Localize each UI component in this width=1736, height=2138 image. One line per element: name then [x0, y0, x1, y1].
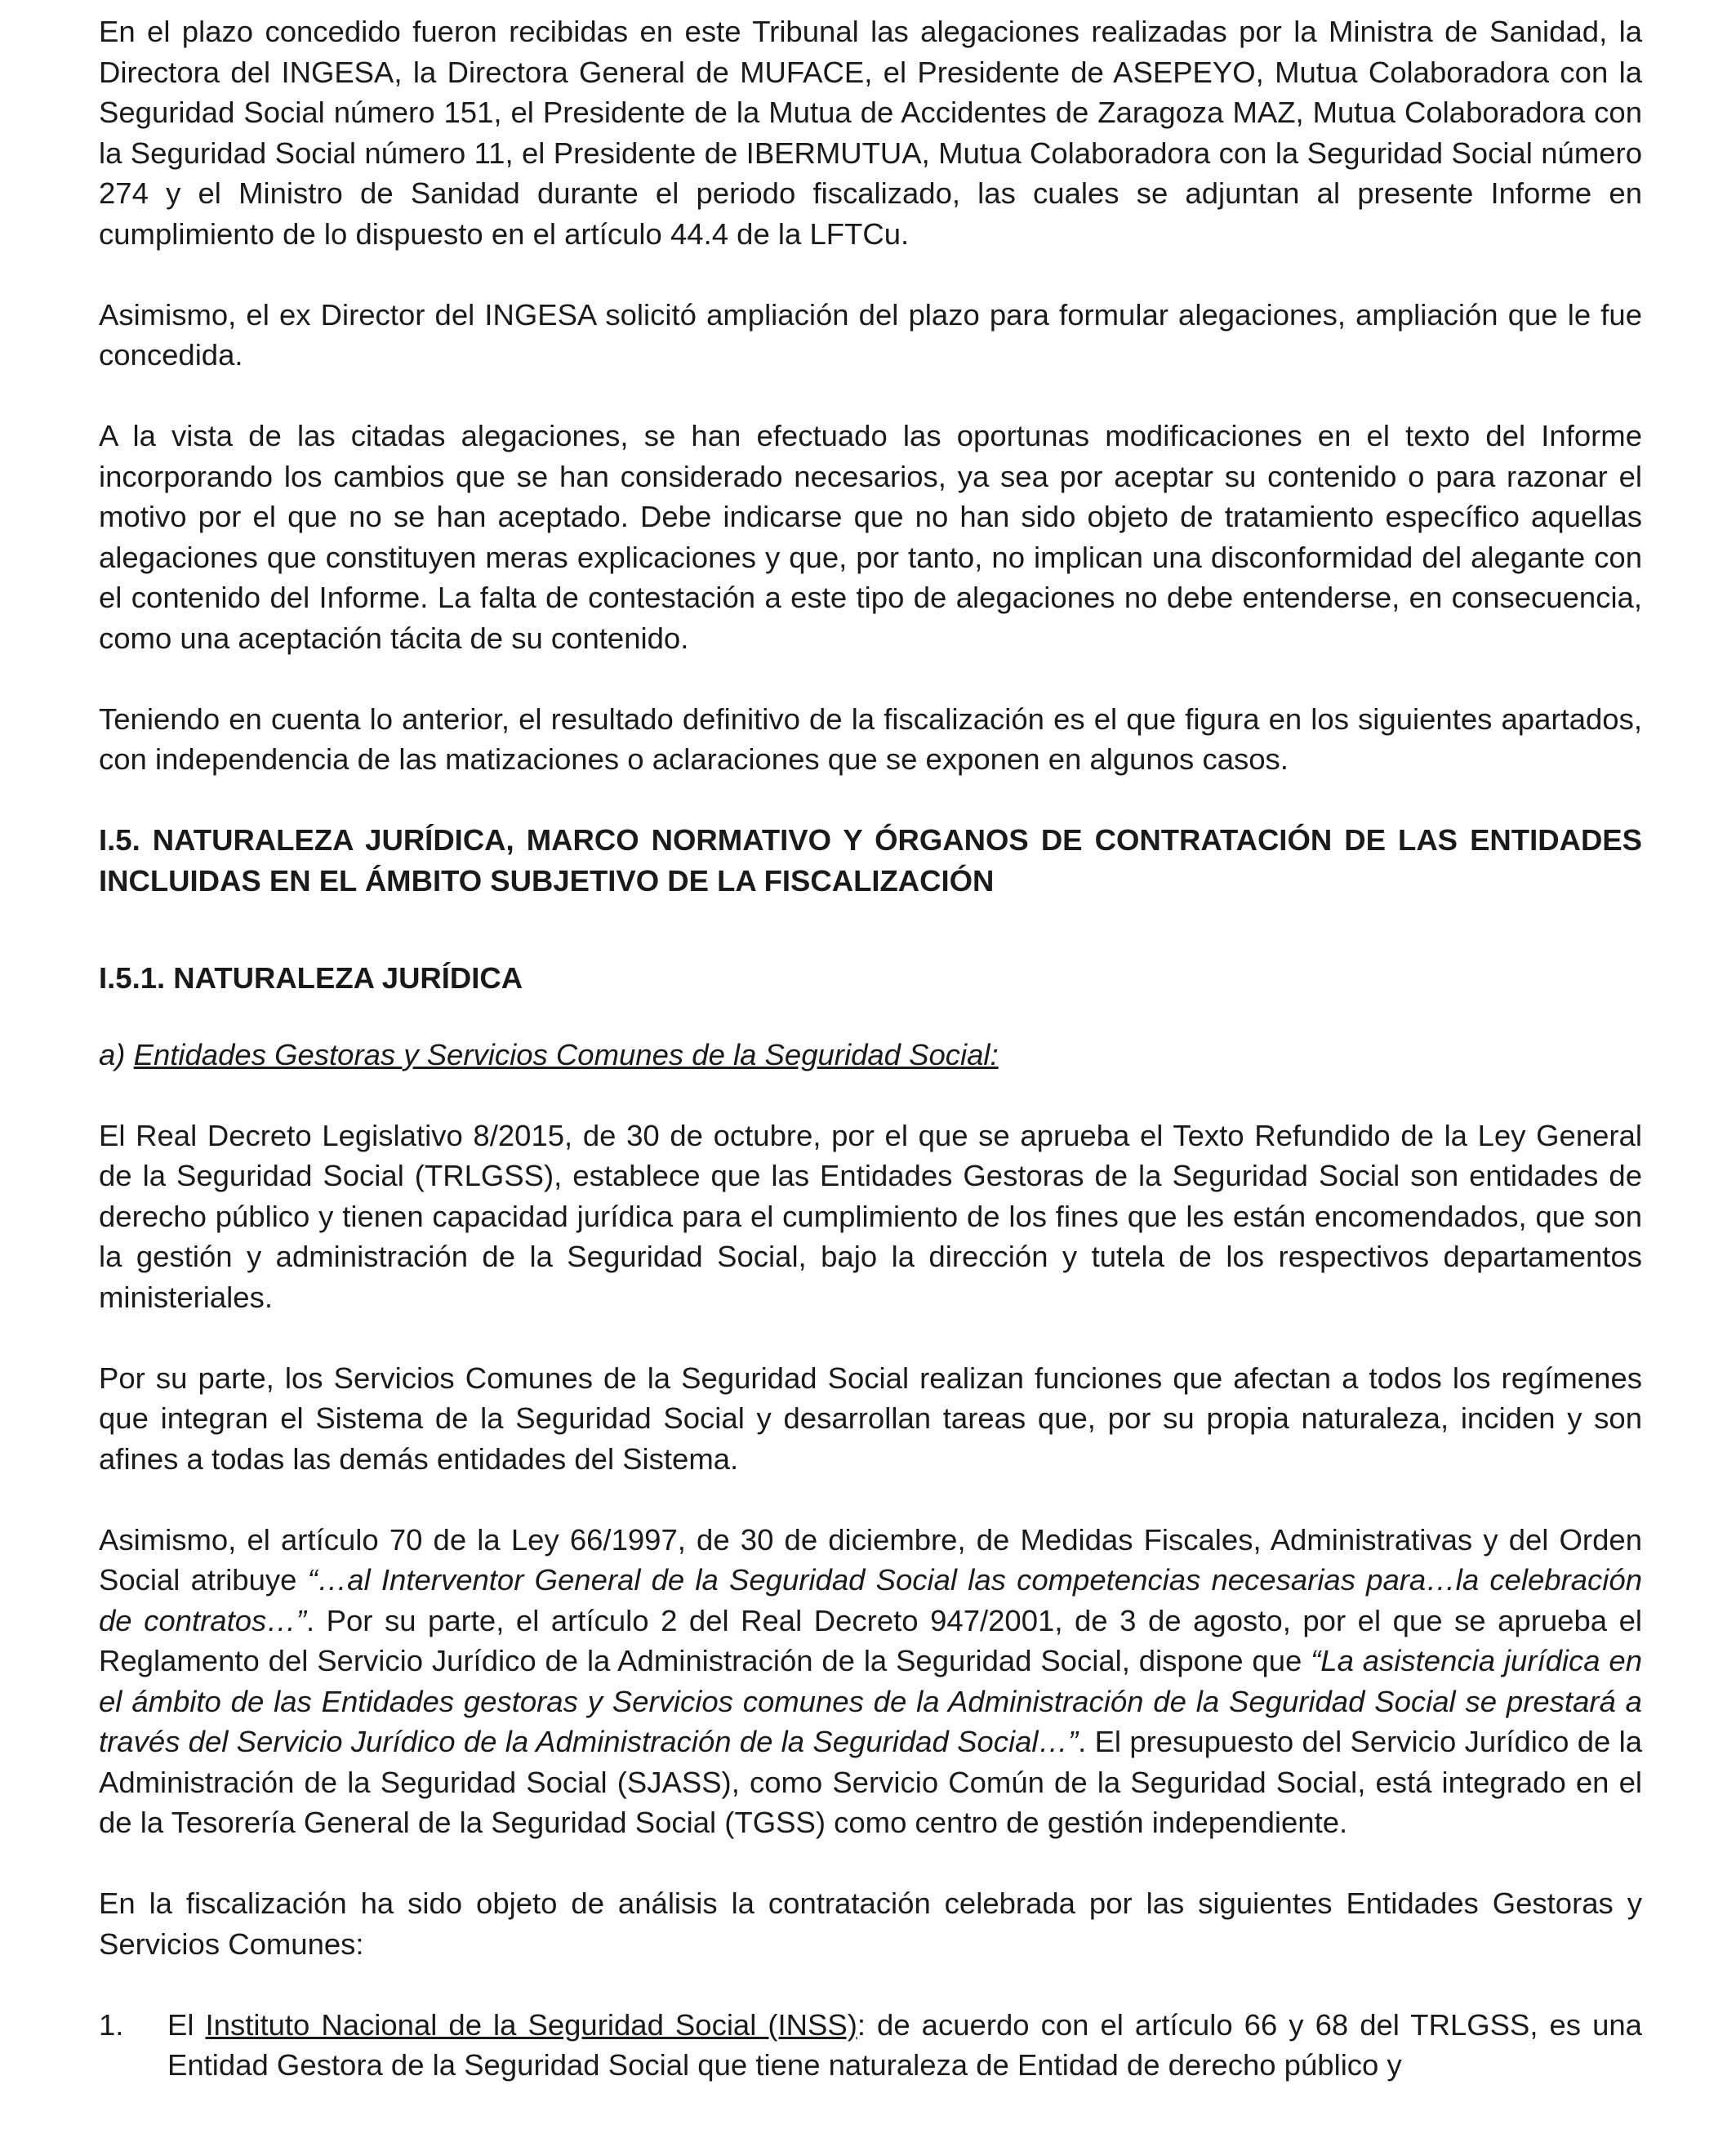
- quote-asistencia-juridica: “La asistencia jurídica en el ámbito de las Entidades gestoras y Servicios comunes de la Administración de la Seguridad Social se prestará a través del Servicio Jurídico de la Administración de la Seguridad Social…”: [99, 1644, 1642, 1758]
- quote-interventor-general: “…al Interventor General de la Seguridad Social las competencias necesarias para…la celebración de contratos…”: [99, 1563, 1642, 1637]
- paragraph-alegaciones: En el plazo concedido fueron recibidas en este Tribunal las alegaciones realizadas por la Ministra de Sanidad, la Directora del INGESA, la Directora General de MUFACE, el Presidente de ASEPEYO, Mutua Colaboradora con la Seguridad Social número 151, el Presidente de la Mutua de Accidentes de Zaragoza MAZ, Mutua Colaboradora con la Seguridad Social número 11, el Presidente de IBERMUTUA, Mutua Colaboradora con la Seguridad Social número 274 y el Ministro de Sanidad durante el periodo fiscalizado, las cuales se adjuntan al presente Informe en cumplimiento de lo dispuesto en el artículo 44.4 de la LFTCu.: [99, 15, 1642, 251]
- paragraph-resultado-definitivo: Teniendo en cuenta lo anterior, el resultado definitivo de la fiscalización es el que figura en los siguientes apartados, con independencia de las matizaciones o aclaraciones que se exponen en algunos casos.: [99, 702, 1642, 776]
- paragraph-ley-66-1997: [99, 1520, 1642, 1843]
- list-item-number: 1.: [99, 2007, 124, 2042]
- paragraph-ley-66-1997-text-1: Asimismo, el artículo 70 de la Ley 66/1997, de 30 de diciembre, de Medidas Fiscales, Administrativas y del Orden Social atribuye: [99, 1522, 1642, 1597]
- paragraph-ley-66-1997-text-3: . El presupuesto del Servicio Jurídico de la Administración de la Seguridad Social (SJASS), como Servicio Común de la Seguridad Social, está integrado en el de la Tesorería General de la Seguridad Social (TGSS) como centro de gestión independiente.: [99, 1725, 1643, 1839]
- paragraph-ley-66-1997-text-2: . Por su parte, el artículo 2 del Real Decreto 947/2001, de 3 de agosto, por el que se aprueba el Reglamento del Servicio Jurídico de la Administración de la Seguridad Social, dispone que: [99, 1603, 1643, 1677]
- paragraph-ampliacion-plazo: Asimismo, el ex Director del INGESA solicitó ampliación del plazo para formular alegaciones, ampliación que le fue concedida.: [99, 297, 1642, 372]
- subsection-heading-i51: I.5.1. NATURALEZA JURÍDICA: [99, 961, 523, 995]
- list-item-text: : de acuerdo con el artículo 66 y 68 del TRLGSS, es una Entidad Gestora de la Seguridad Social que tiene naturaleza de Entidad de derecho público y: [167, 2007, 1642, 2082]
- list-item-prefix: El: [167, 2007, 206, 2042]
- paragraph-trlgss: El Real Decreto Legislativo 8/2015, de 30 de octubre, por el que se aprueba el Texto Refundido de la Ley General de la Seguridad Social (TRLGSS), establece que las Entidades Gestoras de la Seguridad Social son entidades de derecho público y tienen capacidad jurídica para el cumplimiento de los fines que les están encomendados, que son la gestión y administración de la Seguridad Social, bajo la dirección y tutela de los respectivos departamentos ministeriales.: [99, 1118, 1642, 1314]
- subheading-a: [99, 1035, 1642, 1076]
- paragraph-entidades-analizadas: En la fiscalización ha sido objeto de análisis la contratación celebrada por las siguientes Entidades Gestoras y Servicios Comunes:: [99, 1886, 1642, 1961]
- list-item: [99, 2005, 1642, 2086]
- paragraph-modificaciones: A la vista de las citadas alegaciones, se han efectuado las oportunas modificaciones en el texto del Informe incorporando los cambios que se han considerado necesarios, ya sea por aceptar su contenido o para razonar el motivo por el que no se han aceptado. Debe indicarse que no han sido objeto de tratamiento específico aquellas alegaciones que constituyen meras explicaciones y que, por tanto, no implican una disconformidad del alegante con el contenido del Informe. La falta de contestación a este tipo de alegaciones no debe entenderse, en consecuencia, como una aceptación tácita de su contenido.: [99, 419, 1642, 655]
- section-heading-i5: I.5. NATURALEZA JURÍDICA, MARCO NORMATIVO Y ÓRGANOS DE CONTRATACIÓN DE LAS ENTIDADES INCLUIDAS EN EL ÁMBITO SUBJETIVO DE LA FISCALIZACIÓN: [99, 823, 1642, 898]
- list-item-entity-inss: Instituto Nacional de la Seguridad Social (INSS): [205, 2007, 857, 2042]
- subheading-a-title: Entidades Gestoras y Servicios Comunes de la Seguridad Social:: [133, 1037, 999, 1071]
- paragraph-servicios-comunes: Por su parte, los Servicios Comunes de la Seguridad Social realizan funciones que afectan a todos los regímenes que integran el Sistema de la Seguridad Social y desarrollan tareas que, por su propia naturaleza, inciden y son afines a todas las demás entidades del Sistema.: [99, 1361, 1642, 1476]
- subheading-a-prefix: a): [99, 1037, 134, 1071]
- document-page: [99, 11, 1642, 2086]
